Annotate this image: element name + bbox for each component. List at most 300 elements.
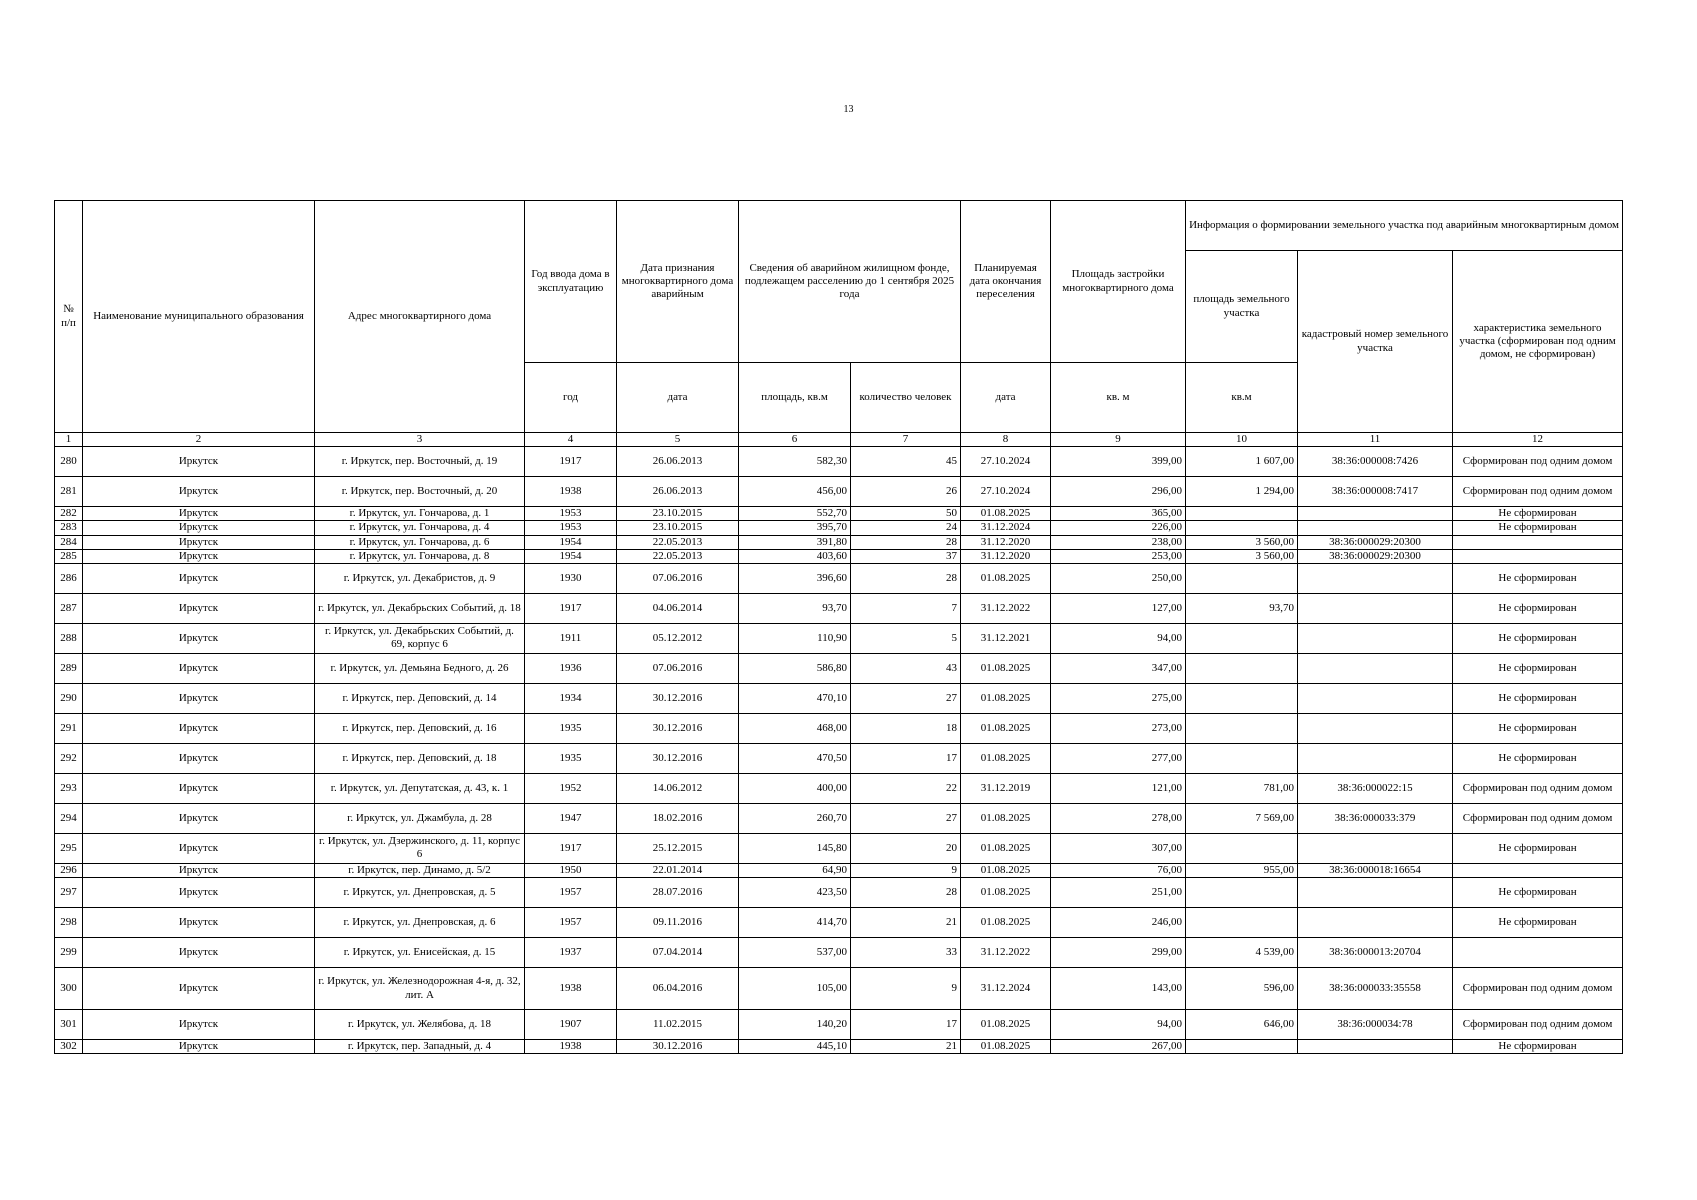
cell-planned-date: 01.08.2025 bbox=[961, 908, 1051, 938]
cell-building-area: 250,00 bbox=[1051, 563, 1186, 593]
cell-land-char: Не сформирован bbox=[1453, 683, 1623, 713]
cell-date-recognized: 11.02.2015 bbox=[617, 1010, 739, 1040]
column-number: 7 bbox=[851, 433, 961, 447]
table-row bbox=[55, 833, 1623, 863]
cell-area: 93,70 bbox=[739, 593, 851, 623]
cell-land-area bbox=[1186, 833, 1298, 863]
cell-year-built: 1935 bbox=[525, 743, 617, 773]
cell-date-recognized: 30.12.2016 bbox=[617, 713, 739, 743]
cell-building-area: 296,00 bbox=[1051, 477, 1186, 507]
column-number: 11 bbox=[1298, 433, 1453, 447]
cell-municipality: Иркутск bbox=[83, 623, 315, 653]
cell-municipality: Иркутск bbox=[83, 713, 315, 743]
cell-address: г. Иркутск, ул. Гончарова, д. 6 bbox=[315, 535, 525, 549]
cell-area: 552,70 bbox=[739, 507, 851, 521]
table-row bbox=[55, 908, 1623, 938]
cell-cadastral: 38:36:000033:379 bbox=[1298, 803, 1453, 833]
column-number: 6 bbox=[739, 433, 851, 447]
table-row bbox=[55, 968, 1623, 1010]
cell-year-built: 1947 bbox=[525, 803, 617, 833]
header-address: Адрес многоквартирного дома bbox=[315, 201, 525, 433]
cell-year-built: 1954 bbox=[525, 549, 617, 563]
cell-num: 302 bbox=[55, 1040, 83, 1054]
table-row bbox=[55, 1040, 1623, 1054]
cell-area: 145,80 bbox=[739, 833, 851, 863]
cell-land-char: Не сформирован bbox=[1453, 713, 1623, 743]
table-row bbox=[55, 863, 1623, 877]
cell-planned-date: 01.08.2025 bbox=[961, 743, 1051, 773]
cell-people: 28 bbox=[851, 535, 961, 549]
subheader-date: дата bbox=[617, 363, 739, 433]
cell-land-char bbox=[1453, 938, 1623, 968]
cell-municipality: Иркутск bbox=[83, 968, 315, 1010]
cell-cadastral bbox=[1298, 623, 1453, 653]
cell-date-recognized: 07.06.2016 bbox=[617, 563, 739, 593]
cell-land-char: Сформирован под одним домом bbox=[1453, 968, 1623, 1010]
emergency-housing-table bbox=[54, 200, 1623, 1054]
cell-municipality: Иркутск bbox=[83, 593, 315, 623]
cell-planned-date: 27.10.2024 bbox=[961, 447, 1051, 477]
cell-year-built: 1953 bbox=[525, 507, 617, 521]
cell-municipality: Иркутск bbox=[83, 938, 315, 968]
cell-people: 43 bbox=[851, 653, 961, 683]
cell-land-char: Сформирован под одним домом bbox=[1453, 803, 1623, 833]
cell-cadastral bbox=[1298, 683, 1453, 713]
table-row bbox=[55, 653, 1623, 683]
cell-people: 45 bbox=[851, 447, 961, 477]
table-row bbox=[55, 803, 1623, 833]
cell-num: 290 bbox=[55, 683, 83, 713]
cell-num: 292 bbox=[55, 743, 83, 773]
cell-address: г. Иркутск, пер. Восточный, д. 19 bbox=[315, 447, 525, 477]
cell-planned-date: 27.10.2024 bbox=[961, 477, 1051, 507]
cell-people: 17 bbox=[851, 743, 961, 773]
cell-people: 17 bbox=[851, 1010, 961, 1040]
cell-area: 456,00 bbox=[739, 477, 851, 507]
cell-date-recognized: 25.12.2015 bbox=[617, 833, 739, 863]
cell-building-area: 76,00 bbox=[1051, 863, 1186, 877]
cell-area: 396,60 bbox=[739, 563, 851, 593]
table-header bbox=[55, 201, 1623, 447]
cell-land-area bbox=[1186, 653, 1298, 683]
cell-year-built: 1936 bbox=[525, 653, 617, 683]
cell-year-built: 1957 bbox=[525, 908, 617, 938]
cell-num: 293 bbox=[55, 773, 83, 803]
column-number: 2 bbox=[83, 433, 315, 447]
cell-municipality: Иркутск bbox=[83, 878, 315, 908]
cell-address: г. Иркутск, ул. Депутатская, д. 43, к. 1 bbox=[315, 773, 525, 803]
cell-num: 295 bbox=[55, 833, 83, 863]
header-building-area: Площадь застройки многоквартирного дома bbox=[1051, 201, 1186, 363]
cell-address: г. Иркутск, ул. Железнодорожная 4-я, д. 32, лит. А bbox=[315, 968, 525, 1010]
cell-land-area: 93,70 bbox=[1186, 593, 1298, 623]
cell-cadastral: 38:36:000033:35558 bbox=[1298, 968, 1453, 1010]
cell-num: 286 bbox=[55, 563, 83, 593]
cell-building-area: 277,00 bbox=[1051, 743, 1186, 773]
cell-land-char: Не сформирован bbox=[1453, 507, 1623, 521]
cell-cadastral: 38:36:000029:20300 bbox=[1298, 549, 1453, 563]
cell-date-recognized: 09.11.2016 bbox=[617, 908, 739, 938]
column-number: 3 bbox=[315, 433, 525, 447]
cell-num: 301 bbox=[55, 1010, 83, 1040]
cell-num: 300 bbox=[55, 968, 83, 1010]
cell-land-char: Не сформирован bbox=[1453, 743, 1623, 773]
cell-planned-date: 31.12.2024 bbox=[961, 521, 1051, 535]
cell-address: г. Иркутск, ул. Днепровская, д. 5 bbox=[315, 878, 525, 908]
table-row bbox=[55, 623, 1623, 653]
header-emergency-info: Сведения об аварийном жилищном фонде, подлежащем расселению до 1 сентября 2025 года bbox=[739, 201, 961, 363]
cell-municipality: Иркутск bbox=[83, 1010, 315, 1040]
cell-cadastral: 38:36:000013:20704 bbox=[1298, 938, 1453, 968]
cell-building-area: 275,00 bbox=[1051, 683, 1186, 713]
cell-people: 7 bbox=[851, 593, 961, 623]
cell-land-area bbox=[1186, 521, 1298, 535]
cell-building-area: 251,00 bbox=[1051, 878, 1186, 908]
cell-year-built: 1917 bbox=[525, 447, 617, 477]
cell-date-recognized: 07.04.2014 bbox=[617, 938, 739, 968]
cell-planned-date: 01.08.2025 bbox=[961, 713, 1051, 743]
cell-planned-date: 01.08.2025 bbox=[961, 683, 1051, 713]
cell-year-built: 1950 bbox=[525, 863, 617, 877]
cell-cadastral bbox=[1298, 908, 1453, 938]
cell-land-area: 3 560,00 bbox=[1186, 549, 1298, 563]
page-number: 13 bbox=[843, 104, 854, 115]
subheader-land-area: кв.м bbox=[1186, 363, 1298, 433]
cell-area: 470,50 bbox=[739, 743, 851, 773]
cell-date-recognized: 22.05.2013 bbox=[617, 535, 739, 549]
cell-land-area: 646,00 bbox=[1186, 1010, 1298, 1040]
cell-address: г. Иркутск, ул. Гончарова, д. 1 bbox=[315, 507, 525, 521]
cell-num: 291 bbox=[55, 713, 83, 743]
header-land-info: Информация о формировании земельного участка под аварийным многоквартирным домом bbox=[1186, 201, 1623, 251]
cell-people: 33 bbox=[851, 938, 961, 968]
cell-date-recognized: 05.12.2012 bbox=[617, 623, 739, 653]
cell-land-char bbox=[1453, 549, 1623, 563]
cell-municipality: Иркутск bbox=[83, 773, 315, 803]
cell-municipality: Иркутск bbox=[83, 521, 315, 535]
cell-date-recognized: 04.06.2014 bbox=[617, 593, 739, 623]
table-row bbox=[55, 535, 1623, 549]
cell-num: 298 bbox=[55, 908, 83, 938]
subheader-people: количество человек bbox=[851, 363, 961, 433]
cell-area: 260,70 bbox=[739, 803, 851, 833]
cell-building-area: 94,00 bbox=[1051, 1010, 1186, 1040]
cell-cadastral: 38:36:000008:7426 bbox=[1298, 447, 1453, 477]
cell-date-recognized: 22.05.2013 bbox=[617, 549, 739, 563]
cell-building-area: 143,00 bbox=[1051, 968, 1186, 1010]
cell-num: 299 bbox=[55, 938, 83, 968]
cell-people: 28 bbox=[851, 878, 961, 908]
cell-people: 21 bbox=[851, 1040, 961, 1054]
table-row bbox=[55, 521, 1623, 535]
cell-municipality: Иркутск bbox=[83, 908, 315, 938]
cell-municipality: Иркутск bbox=[83, 833, 315, 863]
cell-building-area: 399,00 bbox=[1051, 447, 1186, 477]
cell-municipality: Иркутск bbox=[83, 549, 315, 563]
cell-year-built: 1935 bbox=[525, 713, 617, 743]
cell-area: 140,20 bbox=[739, 1010, 851, 1040]
cell-area: 586,80 bbox=[739, 653, 851, 683]
cell-building-area: 278,00 bbox=[1051, 803, 1186, 833]
cell-cadastral bbox=[1298, 653, 1453, 683]
cell-year-built: 1957 bbox=[525, 878, 617, 908]
cell-building-area: 226,00 bbox=[1051, 521, 1186, 535]
cell-area: 403,60 bbox=[739, 549, 851, 563]
cell-cadastral bbox=[1298, 593, 1453, 623]
cell-date-recognized: 07.06.2016 bbox=[617, 653, 739, 683]
cell-building-area: 94,00 bbox=[1051, 623, 1186, 653]
header-cadastral: кадастровый номер земельного участка bbox=[1298, 251, 1453, 433]
cell-cadastral: 38:36:000018:16654 bbox=[1298, 863, 1453, 877]
cell-people: 26 bbox=[851, 477, 961, 507]
cell-year-built: 1907 bbox=[525, 1010, 617, 1040]
subheader-planned-date: дата bbox=[961, 363, 1051, 433]
cell-address: г. Иркутск, ул. Демьяна Бедного, д. 26 bbox=[315, 653, 525, 683]
cell-cadastral bbox=[1298, 521, 1453, 535]
cell-municipality: Иркутск bbox=[83, 507, 315, 521]
cell-building-area: 253,00 bbox=[1051, 549, 1186, 563]
cell-address: г. Иркутск, пер. Деповский, д. 14 bbox=[315, 683, 525, 713]
table-row bbox=[55, 593, 1623, 623]
cell-land-char: Не сформирован bbox=[1453, 521, 1623, 535]
cell-area: 110,90 bbox=[739, 623, 851, 653]
cell-land-area: 1 607,00 bbox=[1186, 447, 1298, 477]
cell-cadastral bbox=[1298, 713, 1453, 743]
cell-land-char: Не сформирован bbox=[1453, 833, 1623, 863]
cell-municipality: Иркутск bbox=[83, 683, 315, 713]
cell-land-char: Сформирован под одним домом bbox=[1453, 477, 1623, 507]
cell-date-recognized: 30.12.2016 bbox=[617, 1040, 739, 1054]
table-row bbox=[55, 563, 1623, 593]
cell-people: 21 bbox=[851, 908, 961, 938]
cell-people: 37 bbox=[851, 549, 961, 563]
cell-year-built: 1954 bbox=[525, 535, 617, 549]
cell-planned-date: 31.12.2020 bbox=[961, 549, 1051, 563]
cell-address: г. Иркутск, пер. Восточный, д. 20 bbox=[315, 477, 525, 507]
cell-date-recognized: 26.06.2013 bbox=[617, 447, 739, 477]
cell-municipality: Иркутск bbox=[83, 477, 315, 507]
cell-area: 400,00 bbox=[739, 773, 851, 803]
cell-people: 27 bbox=[851, 803, 961, 833]
cell-municipality: Иркутск bbox=[83, 1040, 315, 1054]
cell-area: 423,50 bbox=[739, 878, 851, 908]
cell-planned-date: 01.08.2025 bbox=[961, 563, 1051, 593]
cell-cadastral: 38:36:000008:7417 bbox=[1298, 477, 1453, 507]
subheader-area: площадь, кв.м bbox=[739, 363, 851, 433]
cell-planned-date: 01.08.2025 bbox=[961, 653, 1051, 683]
table-row bbox=[55, 683, 1623, 713]
cell-address: г. Иркутск, ул. Желябова, д. 18 bbox=[315, 1010, 525, 1040]
table-row bbox=[55, 878, 1623, 908]
cell-municipality: Иркутск bbox=[83, 535, 315, 549]
cell-planned-date: 31.12.2022 bbox=[961, 938, 1051, 968]
cell-land-char: Не сформирован bbox=[1453, 653, 1623, 683]
cell-address: г. Иркутск, ул. Декабристов, д. 9 bbox=[315, 563, 525, 593]
cell-municipality: Иркутск bbox=[83, 743, 315, 773]
cell-people: 5 bbox=[851, 623, 961, 653]
cell-area: 105,00 bbox=[739, 968, 851, 1010]
column-number: 10 bbox=[1186, 433, 1298, 447]
cell-land-area bbox=[1186, 1040, 1298, 1054]
cell-num: 283 bbox=[55, 521, 83, 535]
cell-building-area: 127,00 bbox=[1051, 593, 1186, 623]
cell-address: г. Иркутск, пер. Западный, д. 4 bbox=[315, 1040, 525, 1054]
cell-address: г. Иркутск, ул. Декабрьских Событий, д. 69, корпус 6 bbox=[315, 623, 525, 653]
cell-land-area: 7 569,00 bbox=[1186, 803, 1298, 833]
cell-cadastral bbox=[1298, 743, 1453, 773]
cell-num: 296 bbox=[55, 863, 83, 877]
column-number-row bbox=[55, 433, 1623, 447]
cell-planned-date: 31.12.2020 bbox=[961, 535, 1051, 549]
cell-area: 64,90 bbox=[739, 863, 851, 877]
cell-municipality: Иркутск bbox=[83, 653, 315, 683]
cell-land-area: 3 560,00 bbox=[1186, 535, 1298, 549]
header-land-char: характеристика земельного участка (сформирован под одним домом, не сформирован) bbox=[1453, 251, 1623, 433]
cell-year-built: 1938 bbox=[525, 477, 617, 507]
cell-land-area: 955,00 bbox=[1186, 863, 1298, 877]
table-row bbox=[55, 447, 1623, 477]
column-number: 8 bbox=[961, 433, 1051, 447]
cell-num: 280 bbox=[55, 447, 83, 477]
cell-municipality: Иркутск bbox=[83, 803, 315, 833]
cell-num: 282 bbox=[55, 507, 83, 521]
cell-address: г. Иркутск, ул. Енисейская, д. 15 bbox=[315, 938, 525, 968]
cell-building-area: 347,00 bbox=[1051, 653, 1186, 683]
cell-people: 24 bbox=[851, 521, 961, 535]
cell-planned-date: 31.12.2021 bbox=[961, 623, 1051, 653]
cell-area: 470,10 bbox=[739, 683, 851, 713]
cell-cadastral: 38:36:000034:78 bbox=[1298, 1010, 1453, 1040]
cell-date-recognized: 23.10.2015 bbox=[617, 507, 739, 521]
cell-land-area bbox=[1186, 713, 1298, 743]
cell-people: 20 bbox=[851, 833, 961, 863]
cell-year-built: 1930 bbox=[525, 563, 617, 593]
header-num: № п/п bbox=[55, 201, 83, 433]
cell-year-built: 1917 bbox=[525, 833, 617, 863]
cell-land-area bbox=[1186, 563, 1298, 593]
cell-land-area: 4 539,00 bbox=[1186, 938, 1298, 968]
cell-num: 285 bbox=[55, 549, 83, 563]
cell-address: г. Иркутск, ул. Декабрьских Событий, д. 18 bbox=[315, 593, 525, 623]
cell-land-char bbox=[1453, 535, 1623, 549]
cell-cadastral bbox=[1298, 507, 1453, 521]
cell-year-built: 1937 bbox=[525, 938, 617, 968]
cell-address: г. Иркутск, пер. Деповский, д. 16 bbox=[315, 713, 525, 743]
column-number: 12 bbox=[1453, 433, 1623, 447]
cell-land-area: 1 294,00 bbox=[1186, 477, 1298, 507]
table-row bbox=[55, 507, 1623, 521]
cell-people: 27 bbox=[851, 683, 961, 713]
cell-address: г. Иркутск, ул. Гончарова, д. 4 bbox=[315, 521, 525, 535]
cell-people: 18 bbox=[851, 713, 961, 743]
cell-num: 289 bbox=[55, 653, 83, 683]
cell-building-area: 238,00 bbox=[1051, 535, 1186, 549]
cell-area: 414,70 bbox=[739, 908, 851, 938]
cell-year-built: 1911 bbox=[525, 623, 617, 653]
cell-planned-date: 01.08.2025 bbox=[961, 878, 1051, 908]
table-row bbox=[55, 477, 1623, 507]
header-planned-date: Планируемая дата окончания переселения bbox=[961, 201, 1051, 363]
table-row bbox=[55, 938, 1623, 968]
cell-year-built: 1917 bbox=[525, 593, 617, 623]
cell-date-recognized: 23.10.2015 bbox=[617, 521, 739, 535]
cell-date-recognized: 28.07.2016 bbox=[617, 878, 739, 908]
cell-building-area: 121,00 bbox=[1051, 773, 1186, 803]
table-row bbox=[55, 713, 1623, 743]
cell-date-recognized: 06.04.2016 bbox=[617, 968, 739, 1010]
cell-address: г. Иркутск, ул. Дзержинского, д. 11, корпус 6 bbox=[315, 833, 525, 863]
cell-cadastral: 38:36:000029:20300 bbox=[1298, 535, 1453, 549]
cell-building-area: 246,00 bbox=[1051, 908, 1186, 938]
cell-planned-date: 01.08.2025 bbox=[961, 863, 1051, 877]
cell-planned-date: 31.12.2019 bbox=[961, 773, 1051, 803]
cell-building-area: 267,00 bbox=[1051, 1040, 1186, 1054]
cell-cadastral bbox=[1298, 878, 1453, 908]
cell-address: г. Иркутск, ул. Гончарова, д. 8 bbox=[315, 549, 525, 563]
cell-land-char: Сформирован под одним домом bbox=[1453, 447, 1623, 477]
cell-people: 28 bbox=[851, 563, 961, 593]
cell-area: 537,00 bbox=[739, 938, 851, 968]
cell-people: 22 bbox=[851, 773, 961, 803]
cell-year-built: 1934 bbox=[525, 683, 617, 713]
column-number: 5 bbox=[617, 433, 739, 447]
cell-year-built: 1953 bbox=[525, 521, 617, 535]
cell-cadastral bbox=[1298, 1040, 1453, 1054]
column-number: 9 bbox=[1051, 433, 1186, 447]
cell-date-recognized: 18.02.2016 bbox=[617, 803, 739, 833]
cell-land-char: Не сформирован bbox=[1453, 908, 1623, 938]
cell-area: 395,70 bbox=[739, 521, 851, 535]
cell-area: 468,00 bbox=[739, 713, 851, 743]
cell-building-area: 307,00 bbox=[1051, 833, 1186, 863]
cell-date-recognized: 30.12.2016 bbox=[617, 683, 739, 713]
cell-date-recognized: 22.01.2014 bbox=[617, 863, 739, 877]
cell-planned-date: 01.08.2025 bbox=[961, 507, 1051, 521]
cell-land-char: Сформирован под одним домом bbox=[1453, 773, 1623, 803]
table-row bbox=[55, 743, 1623, 773]
cell-area: 582,30 bbox=[739, 447, 851, 477]
cell-cadastral bbox=[1298, 563, 1453, 593]
cell-cadastral: 38:36:000022:15 bbox=[1298, 773, 1453, 803]
cell-building-area: 299,00 bbox=[1051, 938, 1186, 968]
cell-land-area bbox=[1186, 878, 1298, 908]
cell-people: 9 bbox=[851, 863, 961, 877]
cell-num: 287 bbox=[55, 593, 83, 623]
cell-land-char bbox=[1453, 863, 1623, 877]
cell-land-area bbox=[1186, 683, 1298, 713]
cell-land-char: Сформирован под одним домом bbox=[1453, 1010, 1623, 1040]
cell-planned-date: 01.08.2025 bbox=[961, 1040, 1051, 1054]
cell-municipality: Иркутск bbox=[83, 863, 315, 877]
header-municipality: Наименование муниципального образования bbox=[83, 201, 315, 433]
column-number: 1 bbox=[55, 433, 83, 447]
table-row bbox=[55, 773, 1623, 803]
cell-date-recognized: 14.06.2012 bbox=[617, 773, 739, 803]
cell-land-char: Не сформирован bbox=[1453, 878, 1623, 908]
cell-planned-date: 31.12.2022 bbox=[961, 593, 1051, 623]
cell-date-recognized: 26.06.2013 bbox=[617, 477, 739, 507]
cell-num: 297 bbox=[55, 878, 83, 908]
cell-num: 284 bbox=[55, 535, 83, 549]
cell-building-area: 273,00 bbox=[1051, 713, 1186, 743]
header-year-built: Год ввода дома в эксплуатацию bbox=[525, 201, 617, 363]
cell-planned-date: 01.08.2025 bbox=[961, 1010, 1051, 1040]
cell-address: г. Иркутск, ул. Днепровская, д. 6 bbox=[315, 908, 525, 938]
subheader-building-area: кв. м bbox=[1051, 363, 1186, 433]
cell-planned-date: 01.08.2025 bbox=[961, 803, 1051, 833]
cell-land-char: Не сформирован bbox=[1453, 1040, 1623, 1054]
table-row bbox=[55, 1010, 1623, 1040]
